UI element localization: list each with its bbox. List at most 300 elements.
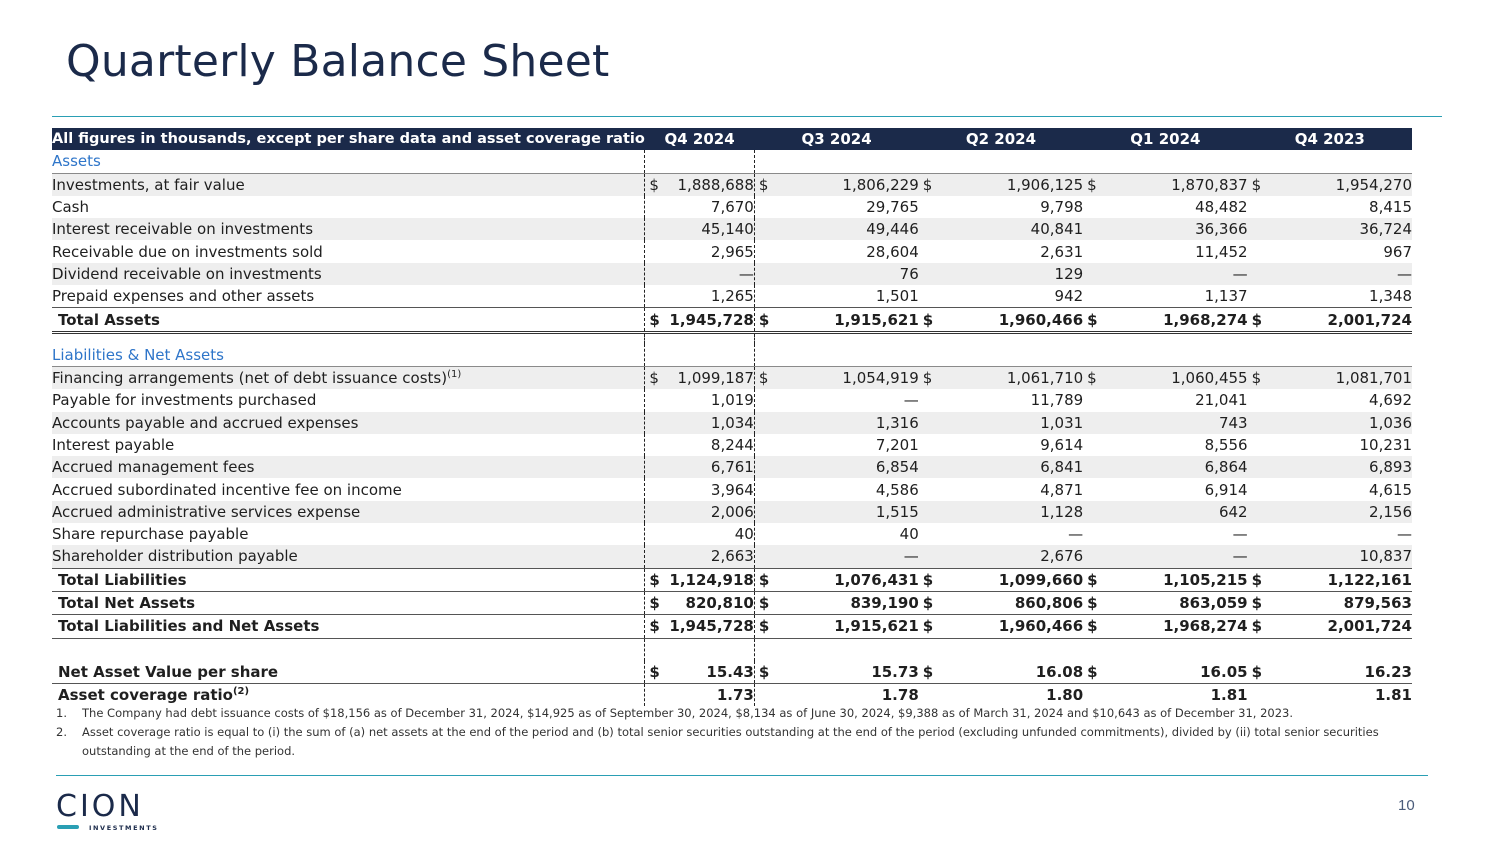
value-text: 16.05: [1200, 662, 1248, 681]
asset-row: [52, 173, 1412, 196]
value-text: 942: [1054, 287, 1084, 306]
value-cell: [1083, 263, 1247, 285]
value-cell: [645, 389, 755, 411]
value-cell: [1248, 568, 1412, 591]
footnote-text: The Company had debt issuance costs of $18,156 as of December 31, 2024, $14,925 as of September 30, 2024, $8,134 as of June 30, 2024, $9,388 as of March 31, 2024 and $10,643 as of December 31, 2023.: [82, 706, 1294, 720]
value-text: 1,031: [1040, 413, 1084, 432]
value-text: 49,446: [866, 220, 919, 239]
value-text: 1,054,919: [842, 369, 919, 388]
value-text: 2,156: [1369, 502, 1412, 521]
value-cell: [1248, 523, 1412, 545]
value-text: 15.73: [871, 662, 919, 681]
currency-symbol: $: [922, 570, 934, 589]
value-cell: [919, 240, 1083, 262]
value-cell: [1248, 434, 1412, 456]
value-text: 1.81: [1374, 685, 1412, 704]
currency-symbol: $: [1087, 369, 1097, 388]
logo-wordmark: CION: [56, 792, 144, 824]
asset-row: [52, 240, 1412, 262]
row-label-text: Cash: [52, 198, 89, 217]
currency-symbol: $: [649, 570, 660, 589]
value-text: 1,945,728: [669, 617, 754, 636]
value-cell: [645, 434, 755, 456]
currency-symbol: $: [1087, 570, 1098, 589]
value-cell: [1083, 285, 1247, 308]
logo-accent-bar: [57, 825, 79, 829]
value-cell: [754, 412, 918, 434]
currency-symbol: $: [1251, 594, 1263, 613]
value-text: 1,906,125: [1006, 175, 1084, 194]
value-text: 2,965: [710, 242, 754, 261]
currency-symbol: $: [922, 617, 934, 636]
value-cell: [754, 240, 918, 262]
value-cell: [1248, 173, 1412, 196]
asset-row: [52, 285, 1412, 308]
row-label: [52, 263, 645, 285]
value-text: 879,563: [1343, 594, 1412, 613]
row-label-text: Financing arrangements (net of debt issuance costs): [52, 369, 448, 388]
value-text: 1,265: [710, 287, 754, 306]
value-text: 1,348: [1369, 287, 1412, 306]
value-cell: [1083, 478, 1247, 500]
currency-symbol: $: [922, 175, 933, 194]
value-text: 4,871: [1040, 480, 1084, 499]
spacer-row: [52, 332, 1412, 344]
value-text: 76: [899, 264, 919, 283]
value-text: 129: [1054, 264, 1084, 283]
value-text: —: [903, 547, 919, 566]
row-label: [52, 456, 645, 478]
value-text: 6,854: [875, 458, 919, 477]
value-text: 1,081,701: [1335, 369, 1412, 388]
section-label: Liabilities & Net Assets: [52, 344, 645, 367]
liability-row: [52, 366, 1412, 389]
footnote-number: 2.: [56, 725, 67, 739]
empty-cell: [919, 150, 1083, 173]
asset-row: [52, 196, 1412, 218]
row-label-text: Net Asset Value per share: [58, 662, 279, 681]
row-label: [52, 366, 645, 389]
value-text: 1,888,688: [677, 175, 754, 194]
col-header: Q1 2024: [1083, 128, 1247, 150]
value-cell: [645, 661, 755, 684]
row-label: [52, 240, 645, 262]
value-text: —: [1232, 264, 1248, 283]
value-text: 1,915,621: [834, 310, 919, 329]
value-cell: [919, 615, 1083, 638]
row-label-text: Receivable due on investments sold: [52, 242, 323, 261]
value-cell: [754, 218, 918, 240]
value-cell: [919, 366, 1083, 389]
currency-symbol: $: [649, 662, 660, 681]
empty-cell: [52, 332, 645, 344]
row-label-text: Accounts payable and accrued expenses: [52, 413, 359, 432]
empty-cell: [1248, 150, 1412, 173]
currency-symbol: $: [1087, 617, 1098, 636]
value-text: 21,041: [1195, 391, 1248, 410]
value-text: 16.08: [1035, 662, 1084, 681]
value-cell: [1248, 683, 1412, 706]
total-assets-row: [52, 308, 1412, 332]
value-cell: [645, 173, 755, 196]
value-cell: [1083, 173, 1247, 196]
currency-symbol: $: [758, 662, 770, 681]
value-text: 8,415: [1369, 198, 1412, 217]
value-text: 2,001,724: [1327, 617, 1412, 636]
value-cell: [919, 412, 1083, 434]
currency-symbol: $: [649, 310, 660, 329]
value-cell: [645, 523, 755, 545]
value-text: 1.81: [1210, 685, 1248, 704]
value-cell: [754, 661, 918, 684]
value-text: 16.23: [1364, 662, 1412, 681]
footnote-1: [56, 704, 1434, 723]
row-label: [52, 218, 645, 240]
value-text: 1,124,918: [669, 570, 754, 589]
row-label-text: Total Assets: [58, 310, 160, 329]
currency-symbol: $: [1251, 369, 1262, 388]
empty-cell: [52, 638, 645, 661]
value-cell: [645, 501, 755, 523]
value-text: 7,201: [875, 436, 919, 454]
value-cell: [645, 285, 755, 308]
row-label-text: Total Liabilities: [58, 570, 187, 589]
liability-row: [52, 412, 1412, 434]
value-text: —: [738, 264, 754, 283]
value-text: 40: [734, 525, 754, 544]
value-text: 10,837: [1359, 547, 1412, 566]
row-label: [52, 196, 645, 218]
liability-row: [52, 434, 1412, 456]
footnotes: [56, 704, 1434, 761]
footnote-2: [56, 723, 1434, 761]
value-text: 1,105,215: [1163, 570, 1248, 589]
value-cell: [1248, 218, 1412, 240]
empty-cell: [754, 332, 918, 344]
empty-cell: [1248, 344, 1412, 367]
currency-symbol: $: [1087, 310, 1098, 329]
asset-row: [52, 218, 1412, 240]
row-label: [52, 591, 645, 614]
footnote-text: Asset coverage ratio is equal to (i) the sum of (a) net assets at the end of the period and (b) total senior securities outstanding at the end of the period (excluding unfunded commitments), divided by (ii) total senior securities outstanding at the end of the period.: [82, 725, 1379, 758]
value-cell: [919, 591, 1083, 614]
value-text: —: [1232, 547, 1248, 566]
value-cell: [1248, 240, 1412, 262]
currency-symbol: $: [1087, 662, 1098, 681]
value-cell: [645, 366, 755, 389]
coverage-row: [52, 683, 1412, 706]
value-text: 1,099,660: [998, 570, 1084, 589]
value-cell: [1083, 545, 1247, 568]
col-header: Q4 2023: [1248, 128, 1412, 150]
value-text: 1,019: [710, 391, 754, 410]
value-text: 1,954,270: [1335, 175, 1412, 194]
value-text: 2,663: [710, 547, 754, 566]
value-text: 1,316: [875, 413, 919, 432]
table-header-row: [52, 128, 1412, 150]
value-cell: [919, 389, 1083, 411]
row-label: [52, 434, 645, 456]
value-text: 6,893: [1369, 458, 1412, 477]
value-cell: [1083, 389, 1247, 411]
row-label: [52, 545, 645, 568]
value-cell: [645, 478, 755, 500]
value-cell: [919, 173, 1083, 196]
value-cell: [645, 308, 755, 332]
empty-cell: [1083, 150, 1247, 173]
value-text: 1.80: [1046, 685, 1084, 704]
row-label: [52, 285, 645, 308]
value-cell: [919, 523, 1083, 545]
row-label-text: Prepaid expenses and other assets: [52, 287, 315, 306]
value-cell: [1248, 591, 1412, 614]
value-text: 10,231: [1359, 436, 1412, 454]
asset-row: [52, 263, 1412, 285]
row-label: [52, 661, 645, 684]
col-header: Q2 2024: [919, 128, 1083, 150]
value-cell: [754, 501, 918, 523]
value-cell: [754, 285, 918, 308]
value-cell: [1083, 366, 1247, 389]
value-text: 1,061,710: [1006, 369, 1084, 388]
currency-symbol: $: [1251, 617, 1263, 636]
footnote-number: 1.: [56, 706, 67, 720]
value-cell: [919, 218, 1083, 240]
currency-symbol: $: [649, 594, 660, 613]
liability-row: [52, 456, 1412, 478]
value-text: 1,501: [875, 287, 919, 306]
value-cell: [1248, 478, 1412, 500]
value-text: 1,915,621: [834, 617, 919, 636]
value-text: 4,586: [875, 480, 919, 499]
value-cell: [754, 434, 918, 456]
empty-cell: [1083, 344, 1247, 367]
value-cell: [1248, 615, 1412, 638]
currency-symbol: $: [922, 310, 934, 329]
row-label: [52, 389, 645, 411]
logo-tagline: INVESTMENTS: [89, 824, 159, 832]
currency-symbol: $: [758, 310, 770, 329]
col-header: Q4 2024: [645, 128, 755, 150]
nav-row: [52, 661, 1412, 684]
page-title: Quarterly Balance Sheet: [66, 36, 610, 87]
value-cell: [1083, 218, 1247, 240]
value-text: 860,806: [1014, 594, 1084, 613]
empty-cell: [919, 344, 1083, 367]
currency-symbol: $: [758, 617, 770, 636]
row-label: [52, 615, 645, 638]
value-cell: [1083, 456, 1247, 478]
row-label: [52, 308, 645, 332]
value-cell: [919, 196, 1083, 218]
row-label: [52, 173, 645, 196]
value-text: 1,099,187: [677, 369, 754, 388]
empty-cell: [919, 332, 1083, 344]
empty-cell: [754, 150, 918, 173]
value-text: 1,968,274: [1163, 310, 1248, 329]
value-cell: [919, 568, 1083, 591]
value-text: 1,870,837: [1171, 175, 1248, 194]
value-cell: [919, 545, 1083, 568]
row-label: [52, 412, 645, 434]
value-text: 1,137: [1204, 287, 1248, 306]
value-cell: [1248, 263, 1412, 285]
value-text: 1,128: [1040, 502, 1084, 521]
value-text: —: [1397, 525, 1412, 544]
value-text: 820,810: [685, 594, 754, 613]
row-label-text: Payable for investments purchased: [52, 391, 317, 410]
value-cell: [1083, 661, 1247, 684]
value-cell: [1248, 501, 1412, 523]
empty-cell: [645, 150, 755, 173]
currency-symbol: $: [758, 570, 770, 589]
total-liabilities-row: [52, 568, 1412, 591]
value-cell: [645, 591, 755, 614]
value-text: 967: [1383, 242, 1412, 261]
value-cell: [1248, 545, 1412, 568]
value-cell: [754, 196, 918, 218]
row-label-text: Investments, at fair value: [52, 175, 245, 194]
currency-symbol: $: [1251, 570, 1263, 589]
currency-symbol: $: [649, 175, 659, 194]
value-text: 743: [1218, 413, 1248, 432]
value-text: 839,190: [850, 594, 919, 613]
value-cell: [754, 615, 918, 638]
section-label: Assets: [52, 150, 645, 173]
value-cell: [1083, 196, 1247, 218]
row-label-text: Dividend receivable on investments: [52, 264, 322, 283]
value-cell: [754, 456, 918, 478]
value-cell: [754, 523, 918, 545]
value-cell: [919, 478, 1083, 500]
value-text: 11,789: [1030, 391, 1084, 410]
value-text: 6,914: [1204, 480, 1248, 499]
liability-row: [52, 389, 1412, 411]
value-text: 4,692: [1369, 391, 1412, 410]
value-cell: [919, 308, 1083, 332]
row-label: [52, 501, 645, 523]
value-cell: [1083, 568, 1247, 591]
value-cell: [645, 196, 755, 218]
value-text: 1,122,161: [1327, 570, 1412, 589]
row-label: [52, 478, 645, 500]
empty-cell: [645, 344, 755, 367]
value-cell: [919, 263, 1083, 285]
value-cell: [754, 545, 918, 568]
value-text: 40,841: [1030, 220, 1084, 239]
value-cell: [645, 615, 755, 638]
row-label-text: Shareholder distribution payable: [52, 547, 298, 566]
value-text: 1,960,466: [998, 617, 1084, 636]
col-header: Q3 2024: [754, 128, 918, 150]
empty-cell: [919, 638, 1083, 661]
value-text: 36,724: [1359, 220, 1412, 239]
value-text: 3,964: [710, 480, 754, 499]
balance-sheet-table: [52, 128, 1412, 706]
value-cell: [1248, 661, 1412, 684]
value-text: 1,806,229: [842, 175, 919, 194]
top-divider: [52, 116, 1442, 117]
row-label-text: Accrued subordinated incentive fee on income: [52, 480, 402, 499]
currency-symbol: $: [758, 594, 770, 613]
row-label-text: Interest receivable on investments: [52, 220, 314, 239]
currency-symbol: $: [922, 369, 933, 388]
empty-cell: [1248, 332, 1412, 344]
row-label-text: Asset coverage ratio: [58, 685, 233, 704]
value-text: 11,452: [1195, 242, 1248, 261]
currency-symbol: $: [649, 369, 659, 388]
value-text: 6,864: [1204, 458, 1248, 477]
value-text: 1,034: [710, 413, 754, 432]
row-label-text: Total Net Assets: [58, 594, 196, 613]
liability-row: [52, 523, 1412, 545]
value-text: 2,001,724: [1327, 310, 1412, 329]
value-cell: [1083, 434, 1247, 456]
cion-logo: [56, 792, 176, 832]
currency-symbol: $: [1251, 310, 1263, 329]
value-text: 9,614: [1040, 436, 1084, 454]
value-cell: [645, 263, 755, 285]
value-cell: [1248, 366, 1412, 389]
value-cell: [1248, 196, 1412, 218]
bottom-divider: [56, 775, 1428, 776]
value-cell: [645, 568, 755, 591]
value-text: 1,060,455: [1171, 369, 1248, 388]
value-text: 2,006: [710, 502, 754, 521]
empty-cell: [754, 638, 918, 661]
currency-symbol: $: [758, 369, 769, 388]
value-text: 6,841: [1040, 458, 1084, 477]
value-cell: [754, 308, 918, 332]
value-text: —: [1397, 264, 1412, 283]
value-text: —: [1068, 525, 1084, 544]
value-cell: [1248, 412, 1412, 434]
value-text: 1.78: [881, 685, 919, 704]
row-label: [52, 523, 645, 545]
currency-symbol: $: [922, 594, 934, 613]
value-cell: [919, 683, 1083, 706]
spacer-row: [52, 638, 1412, 661]
value-text: 36,366: [1195, 220, 1248, 239]
value-text: 7,670: [710, 198, 754, 217]
row-label-text: Accrued management fees: [52, 458, 255, 477]
value-cell: [645, 456, 755, 478]
value-text: 1.73: [716, 685, 754, 704]
value-cell: [919, 501, 1083, 523]
value-cell: [919, 285, 1083, 308]
value-cell: [754, 683, 918, 706]
value-text: 1,515: [875, 502, 919, 521]
value-cell: [645, 218, 755, 240]
value-text: 2,676: [1040, 547, 1084, 566]
currency-symbol: $: [922, 662, 934, 681]
value-cell: [754, 478, 918, 500]
empty-cell: [1083, 332, 1247, 344]
value-cell: [1248, 389, 1412, 411]
value-cell: [1083, 240, 1247, 262]
value-text: 15.43: [706, 662, 754, 681]
value-cell: [1248, 456, 1412, 478]
value-cell: [1083, 523, 1247, 545]
currency-symbol: $: [1251, 175, 1262, 194]
value-cell: [919, 456, 1083, 478]
value-cell: [1083, 412, 1247, 434]
liabilities-section-row: [52, 344, 1412, 367]
value-cell: [645, 545, 755, 568]
value-text: 1,968,274: [1163, 617, 1248, 636]
currency-symbol: $: [1087, 594, 1098, 613]
value-text: —: [1232, 525, 1248, 544]
